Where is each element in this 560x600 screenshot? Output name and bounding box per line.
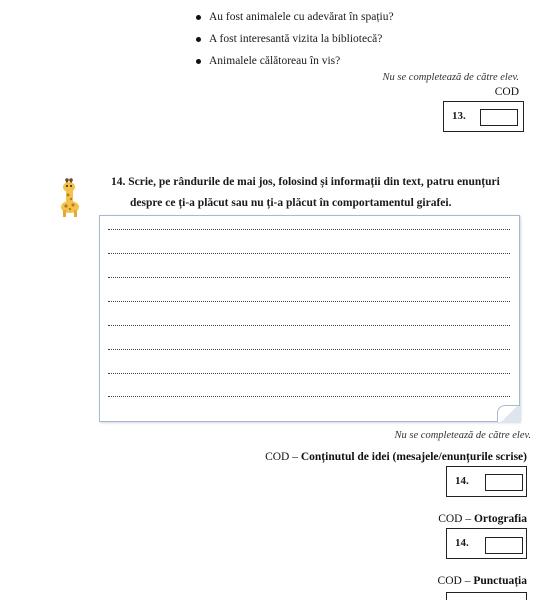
answer-line[interactable]: [108, 349, 510, 350]
answer-line[interactable]: [108, 301, 510, 302]
score-input-cell[interactable]: [480, 109, 518, 126]
bullet-list: [196, 6, 394, 72]
score-box-14-continut: [446, 466, 527, 497]
cod-prefix: COD –: [438, 513, 474, 525]
question-14-line2: despre ce ți-a plăcut sau nu ți-a plăcut în comportamentul girafei.: [130, 197, 452, 209]
bullet-item: Au fost animalele cu adevărat în spațiu?: [196, 6, 394, 28]
score-input-cell[interactable]: [485, 474, 523, 491]
answer-line[interactable]: [108, 253, 510, 254]
score-number: 14.: [455, 537, 469, 549]
teacher-note-bottom: Nu se completează de către elev.: [394, 430, 531, 441]
giraffe-icon: [57, 176, 83, 218]
cod-prefix: COD –: [265, 451, 301, 463]
answer-line[interactable]: [108, 277, 510, 278]
answer-line[interactable]: [108, 373, 510, 374]
cod-prefix: COD –: [437, 575, 474, 587]
score-number: 13.: [452, 110, 466, 122]
score-box-14-ortografia: [446, 528, 527, 559]
cod-ortografia-label: [438, 513, 527, 525]
bullet-item: A fost interesantă vizita la bibliotecă?: [196, 28, 394, 50]
score-number: 14.: [455, 475, 469, 487]
answer-line[interactable]: [108, 325, 510, 326]
page-curl-decoration: [497, 405, 520, 422]
cod-ortografia-text: Ortografia: [473, 513, 527, 525]
question-14-line1: 14. Scrie, pe rândurile de mai jos, folosind și informații din text, patru enunțuri: [111, 176, 500, 188]
cod-continut-label: [265, 451, 527, 463]
answer-area[interactable]: [99, 215, 520, 422]
question-14: [111, 172, 523, 214]
answer-line[interactable]: [108, 396, 510, 397]
answer-line[interactable]: [108, 229, 510, 230]
score-input-cell[interactable]: [485, 537, 523, 554]
cod-label-top: COD: [494, 86, 519, 98]
score-box-13: [443, 101, 524, 132]
bullet-item: Animalele călătoreau în vis?: [196, 50, 394, 72]
cod-punctuatia-text: Punctuația: [473, 575, 527, 587]
cod-continut-text: Conținutul de idei (mesajele/enunțurile scrise): [300, 451, 527, 463]
cod-punctuatia-label: [438, 575, 527, 587]
teacher-note-top: Nu se completează de către elev.: [382, 72, 519, 83]
score-box-14-punctuatia: [446, 592, 527, 600]
